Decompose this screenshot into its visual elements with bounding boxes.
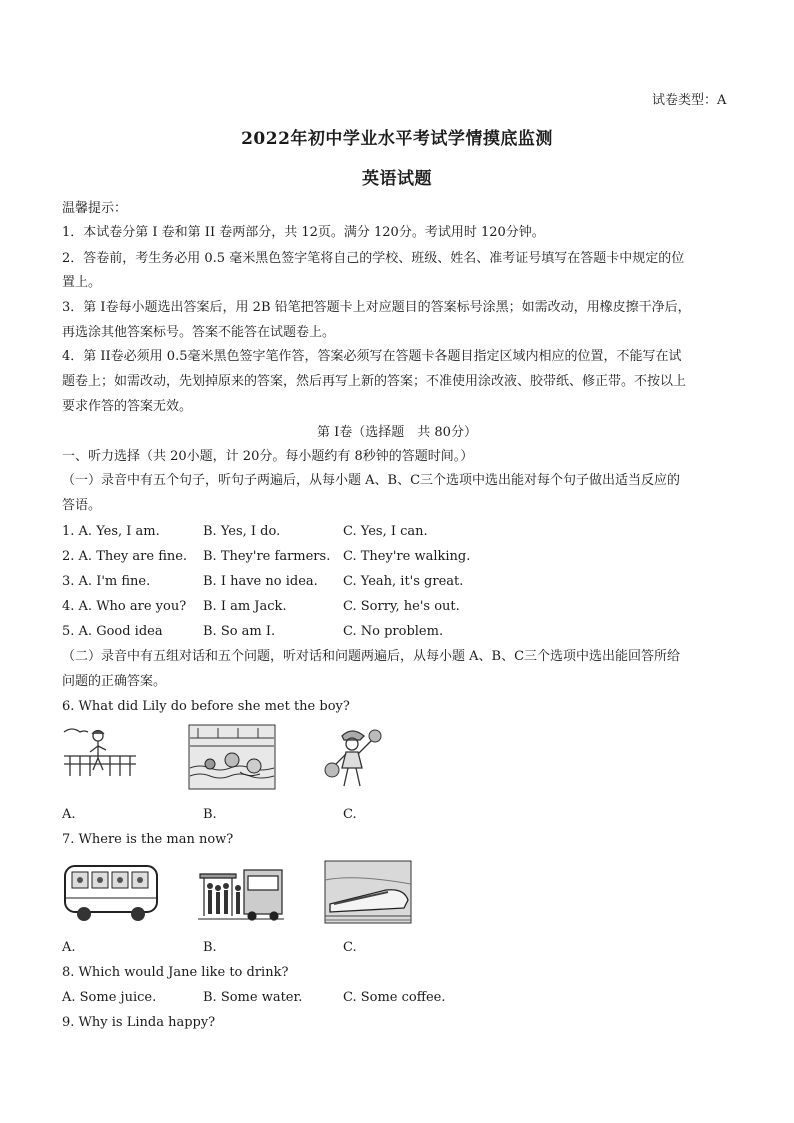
option-c: C. Yes, I can.	[343, 524, 428, 539]
option-b: B. So am I.	[203, 624, 276, 639]
q6-image-b-swimming-pool	[188, 724, 276, 790]
question-7: 7. Where is the man now?	[62, 832, 234, 847]
q6-label-b: B.	[203, 807, 217, 822]
q8-option-c: C. Some coffee.	[343, 990, 446, 1005]
option-b: B. Yes, I do.	[203, 524, 281, 539]
q7-image-b-bus-stop	[198, 864, 284, 922]
note-3-line2: 再选涂其他答案标号。答案不能答在试题卷上。	[62, 325, 336, 340]
option-b: B. They're farmers.	[203, 549, 331, 564]
q7-label-b: B.	[203, 940, 217, 955]
page-subtitle: 英语试题	[362, 169, 432, 189]
subsection-1-line1: （一）录音中有五个句子，听句子两遍后，从每小题 A、B、C三个选项中选出能对每个句子做出适当反应的	[62, 473, 681, 488]
note-1: 1．本试卷分第 I 卷和第 II 卷两部分，共 12页。满分 120分。考试用时 120分钟。	[62, 225, 545, 240]
option-a: 5. A. Good idea	[62, 624, 163, 639]
option-a: 3. A. I'm fine.	[62, 574, 151, 589]
note-2-line2: 置上。	[62, 275, 102, 290]
q7-image-c-train	[324, 860, 412, 924]
option-c: C. Sorry, he's out.	[343, 599, 460, 614]
note-4-line3: 要求作答的答案无效。	[62, 399, 193, 414]
option-c: C. They're walking.	[343, 549, 471, 564]
option-b: B. I have no idea.	[203, 574, 318, 589]
note-4-line2: 题卷上；如需改动，先划掉原来的答案，然后再写上新的答案；不准使用涂改液、胶带纸、修正带。不按以上	[62, 374, 687, 389]
subsection-1-line2: 答语。	[62, 498, 102, 513]
question-6: 6. What did Lily do before she met the boy?	[62, 699, 350, 714]
q7-label-c: C.	[343, 940, 357, 955]
subsection-2-line2: 问题的正确答案。	[62, 674, 167, 689]
part1-heading: 第 I卷（选择题 共 80分）	[317, 425, 477, 440]
subsection-2-line1: （二）录音中有五组对话和五个问题，听对话和问题两遍后，从每小题 A、B、C三个选项中选出能回答所给	[62, 649, 681, 664]
option-c: C. Yeah, it's great.	[343, 574, 464, 589]
page-title: 2022年初中学业水平考试学情摸底监测	[241, 129, 553, 149]
q6-label-c: C.	[343, 807, 357, 822]
q8-option-a: A. Some juice.	[62, 990, 157, 1005]
note-2-line1: 2．答卷前，考生务必用 0.5 毫米黑色签字笔将自己的学校、班级、姓名、准考证号填写在答题卡中规定的位	[62, 251, 685, 266]
q8-option-b: B. Some water.	[203, 990, 303, 1005]
option-b: B. I am Jack.	[203, 599, 287, 614]
q6-image-c-cheerleader	[320, 724, 384, 790]
q6-image-a-fence-walk	[62, 724, 138, 782]
note-4-line1: 4．第 II卷必须用 0.5毫米黑色签字笔作答，答案必须写在答题卡各题目指定区域内相应的位置，不能写在试	[62, 349, 682, 364]
q7-label-a: A.	[62, 940, 76, 955]
q6-label-a: A.	[62, 807, 76, 822]
q7-image-a-bus	[62, 860, 162, 924]
question-9: 9. Why is Linda happy?	[62, 1015, 216, 1030]
option-a: 2. A. They are fine.	[62, 549, 188, 564]
option-a: 1. A. Yes, I am.	[62, 524, 160, 539]
question-8: 8. Which would Jane like to drink?	[62, 965, 289, 980]
notes-heading: 温馨提示：	[62, 201, 128, 216]
section-1-heading: 一、听力选择（共 20小题，计 20分。每小题约有 8秒钟的答题时间。）	[62, 449, 474, 464]
option-a: 4. A. Who are you?	[62, 599, 187, 614]
option-c: C. No problem.	[343, 624, 444, 639]
note-3-line1: 3．第 I卷每小题选出答案后，用 2B 铅笔把答题卡上对应题目的答案标号涂黑；如需改动，用橡皮擦干净后，	[62, 300, 691, 315]
paper-type: 试卷类型：A	[652, 93, 727, 108]
